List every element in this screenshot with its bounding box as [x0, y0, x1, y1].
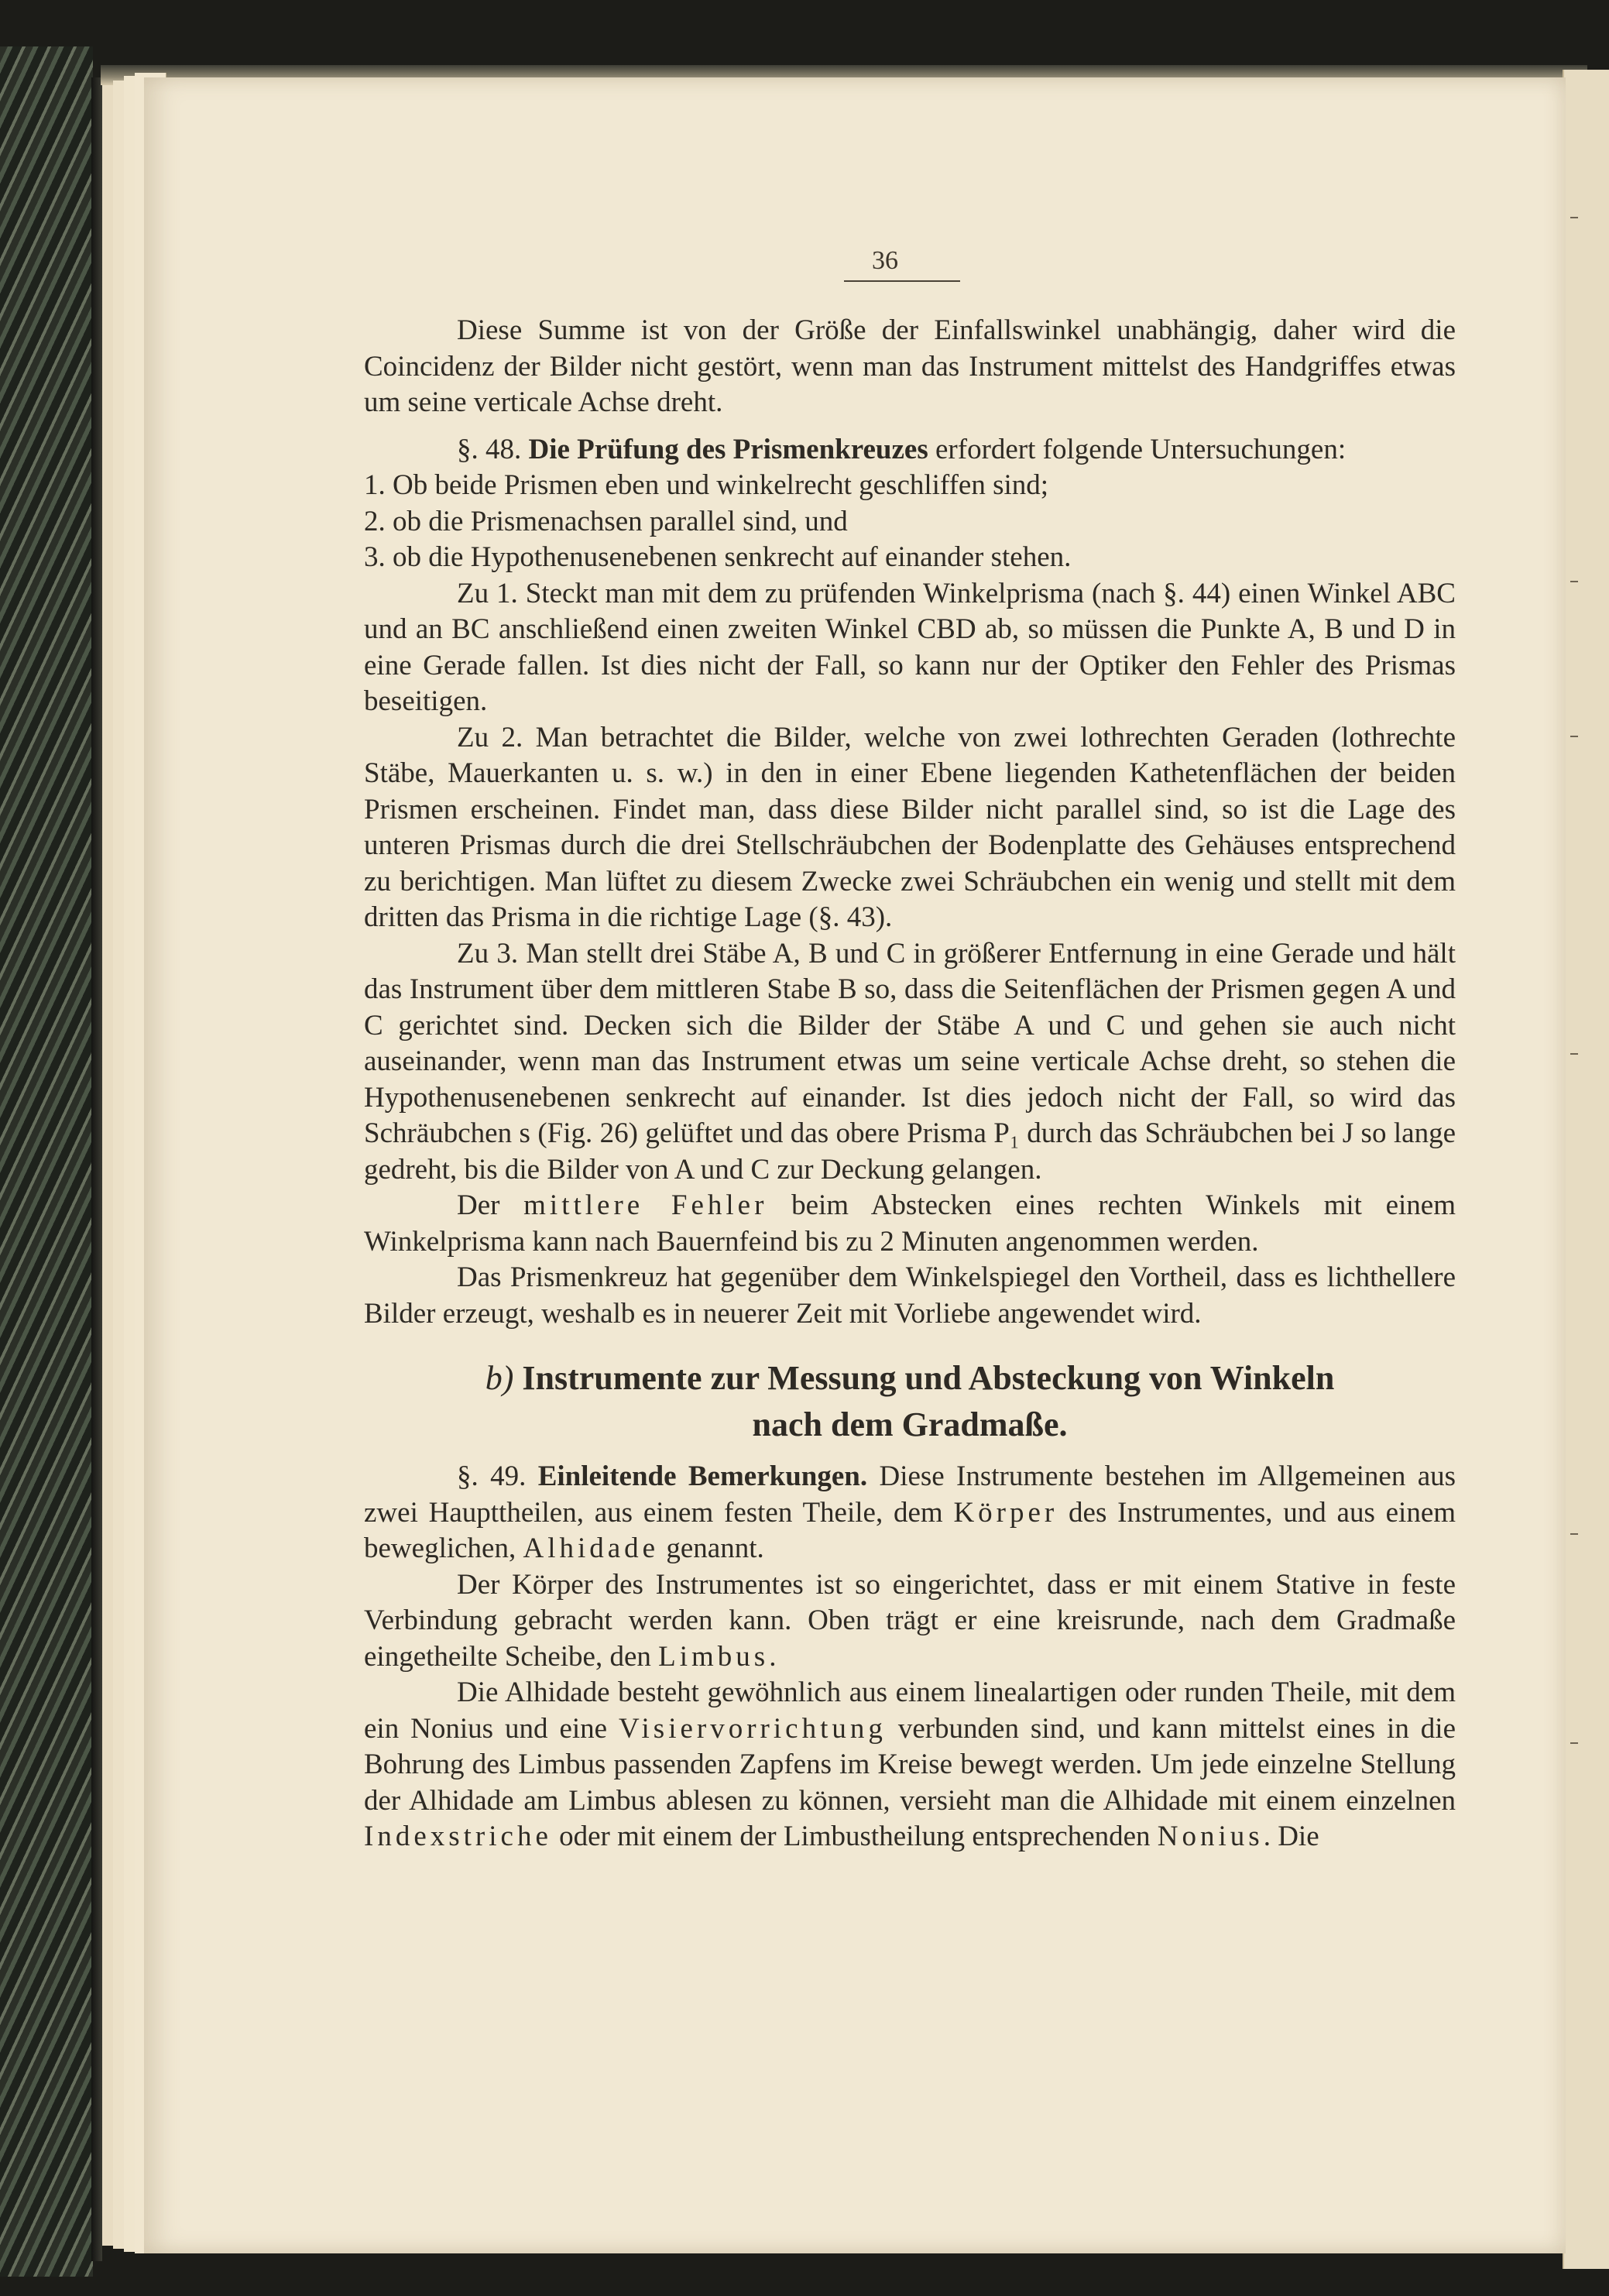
- list-item: 3. ob die Hypothenusenebenen senkrecht auf einander stehen.: [364, 541, 1072, 573]
- paragraph: [364, 1567, 1456, 1676]
- text-run: oder mit einem der Limbustheilung entsprechenden: [559, 1821, 1151, 1852]
- subsection-heading: [364, 1355, 1456, 1448]
- paragraph: Das Prismenkreuz hat gegenüber dem Winkelspiegel den Vortheil, dass es lichthellere Bilder erzeugt, weshalb es in neuerer Zeit mit Vorliebe angewendet wird.: [364, 1261, 1456, 1330]
- section-number: §. 49.: [457, 1460, 527, 1492]
- edge-mark: [1570, 581, 1578, 582]
- emphasis-spaced: Nonius: [1157, 1821, 1264, 1852]
- text-run: verbunden sind, und kann mittelst eines in die Bohrung des Limbus passenden Zapfens im Kreise bewegt werden. Um jede einzelne Stellung der Alhidade am Limbus ablesen zu können, versieht man die Alhidade mit einem einzelnen: [364, 1712, 1456, 1817]
- heading-line-2: nach dem Gradmaße.: [752, 1405, 1068, 1443]
- emphasis-spaced: Alhidade: [523, 1532, 660, 1564]
- list-item: 2. ob die Prismenachsen parallel sind, und: [364, 505, 848, 537]
- section-48-intro: [364, 432, 1456, 468]
- paragraph: Zu 2. Man betrachtet die Bilder, welche von zwei lothrechten Geraden (lothrechte Stäbe, Mauerkanten u. s. w.) in den in einer Ebene liegenden Kathetenflächen der beiden Prismen erscheinen. Findet man, dass diese Bilder nicht parallel sind, so ist die Lage des unteren Prismas durch die drei Stellschräubchen der Bodenplatte des Gehäuses entsprechend zu berichtigen. Man lüftet zu diesem Zwecke zwei Schräubchen ein wenig und stellt mit dem dritten das Prisma in die richtige Lage (§. 43).: [364, 721, 1456, 933]
- section-number: §. 48.: [457, 433, 522, 465]
- marbled-binding: [0, 46, 93, 2277]
- page-number: 36: [872, 246, 898, 275]
- section-title: Die Prüfung des Prismenkreuzes: [528, 433, 928, 465]
- section-49: [364, 1459, 1456, 1567]
- paragraph: [364, 1675, 1456, 1855]
- edge-mark: [1570, 1533, 1578, 1535]
- paragraph: Zu 3. Man stellt drei Stäbe A, B und C in größerer Entfernung in eine Gerade und hält das Instrument über dem mittleren Stabe B so, dass die Seitenflächen der Prismen gegen A und C gerichtet sind. Decken sich die Bilder der Stäbe A und C und gehen sie auch nicht auseinander, wenn man das Instrument etwas um seine verticale Achse dreht, so stehen die Hypothenusenebenen senkrecht auf einander. Ist dies jedoch nicht der Fall, so wird das Schräubchen s (Fig. 26) gelüftet und das obere Prisma P₁ durch das Schräubchen bei J so lange gedreht, bis die Bilder von A und C zur Deckung gelangen.: [364, 937, 1456, 1186]
- section-text: erfordert folgende Untersuchungen:: [935, 433, 1347, 465]
- text-run: genannt.: [666, 1532, 764, 1564]
- text-run: Die Alhidade besteht gewöhnlich aus einem linealartigen oder runden Theile, mit dem ein Nonius und eine: [364, 1677, 1456, 1745]
- paragraph: Diese Summe ist von der Größe der Einfallswinkel unabhängig, daher wird die Coincidenz der Bilder nicht gestört, wenn man das Instrument mittelst des Handgriffes etwas um seine verticale Achse dreht.: [364, 314, 1456, 418]
- paragraph: Zu 1. Steckt man mit dem zu prüfenden Winkelprisma (nach §. 44) einen Winkel ABC und an BC anschließend einen zweiten Winkel CBD ab, so müssen die Punkte A, B und D in eine Gerade fallen. Ist dies nicht der Fall, so kann nur der Optiker den Fehler des Prismas beseitigen.: [364, 577, 1456, 717]
- text-run: Diese Instrumente bestehen im Allgemeinen aus zwei Haupttheilen, aus einem festen Theile, dem: [364, 1460, 1456, 1529]
- text-run: .: [769, 1640, 777, 1673]
- text-run: des Instrumentes, und aus einem beweglichen,: [364, 1496, 1456, 1564]
- edge-mark: [1570, 217, 1578, 218]
- edge-mark: [1570, 736, 1578, 737]
- heading-line-1: Instrumente zur Messung und Absteckung von Winkeln: [522, 1359, 1335, 1397]
- page-body: [364, 313, 1456, 1855]
- heading-label: b): [485, 1359, 514, 1397]
- emphasis-spaced: mittlere Fehler: [523, 1189, 768, 1221]
- text-run: Der Körper des Instrumentes ist so eingerichtet, dass er mit einem Stative in feste Verbindung gebracht werden kann. Oben trägt er eine kreisrunde, nach dem Gradmaße eingetheilte Scheibe, den: [364, 1568, 1456, 1673]
- emphasis-spaced: Körper: [953, 1496, 1058, 1529]
- edge-mark: [1570, 1053, 1578, 1055]
- text-run: Der: [457, 1189, 500, 1221]
- emphasis-spaced: Visiervorrichtung: [619, 1712, 887, 1745]
- emphasis-spaced: Indexstriche: [364, 1821, 552, 1852]
- paragraph: [364, 1188, 1456, 1260]
- binding-edge: [91, 77, 102, 2261]
- section-title: Einleitende Bemerkungen.: [537, 1460, 868, 1492]
- edge-mark: [1570, 1742, 1578, 1744]
- text-run: . Die: [1263, 1821, 1319, 1852]
- text-run: beim Abstecken eines rechten Winkels mit einem Winkelprisma kann nach Bauernfeind bis zu 2 Minuten angenommen werden.: [364, 1189, 1456, 1258]
- emphasis-spaced: Limbus: [658, 1640, 770, 1673]
- header-rule: [844, 280, 960, 282]
- list-item: 1. Ob beide Prismen eben und winkelrecht geschliffen sind;: [364, 469, 1049, 501]
- next-page-edge: [1563, 70, 1609, 2269]
